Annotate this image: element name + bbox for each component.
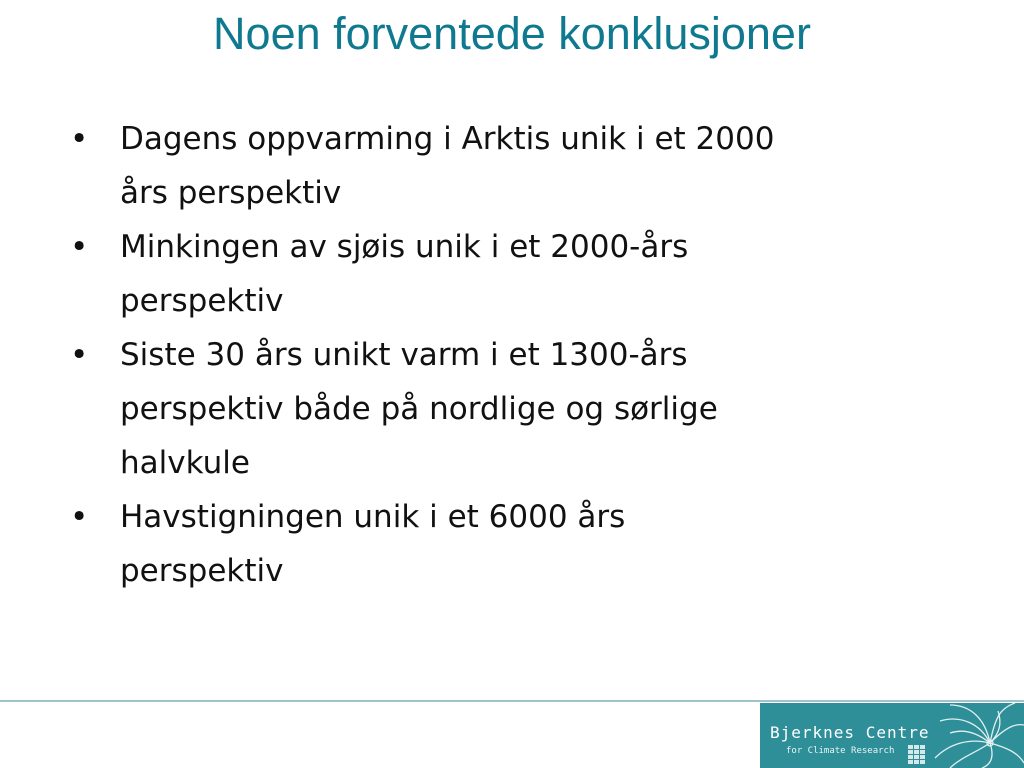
bullet-line: perspektiv	[120, 553, 284, 589]
bullet-item	[70, 490, 900, 598]
bullet-line: års perspektiv	[120, 175, 342, 211]
bullet-line: Havstigningen unik i et 6000 års	[120, 499, 626, 535]
bullet-icon: •	[70, 337, 89, 373]
bullet-line: Siste 30 års unikt varm i et 1300-års	[120, 337, 688, 373]
bullet-list	[70, 112, 900, 598]
logo-subtitle: for Climate Research	[786, 746, 895, 756]
grid-icon	[908, 745, 930, 765]
bullet-item	[70, 220, 900, 328]
bullet-line: perspektiv	[120, 283, 284, 319]
bullet-item	[70, 112, 900, 220]
bullet-line: perspektiv både på nordlige og sørlige	[120, 391, 718, 427]
logo-name: Bjerknes Centre	[770, 723, 930, 742]
bullet-text	[120, 229, 688, 319]
bullet-line: Minkingen av sjøis unik i et 2000-års	[120, 229, 689, 265]
slide-title: Noen forventede konklusjoner	[213, 8, 811, 59]
bullet-icon: •	[70, 499, 89, 535]
bullet-icon: •	[70, 229, 89, 265]
bullet-text	[120, 337, 718, 481]
bullet-item	[70, 328, 900, 490]
bullet-icon: •	[70, 121, 89, 157]
bullet-text	[120, 121, 774, 211]
bullet-line: halvkule	[120, 445, 250, 481]
footer-divider	[0, 700, 1024, 702]
bullet-line: Dagens oppvarming i Arktis unik i et 2000	[120, 121, 775, 157]
bjerknes-logo	[760, 703, 1024, 768]
bullet-text	[120, 499, 625, 589]
